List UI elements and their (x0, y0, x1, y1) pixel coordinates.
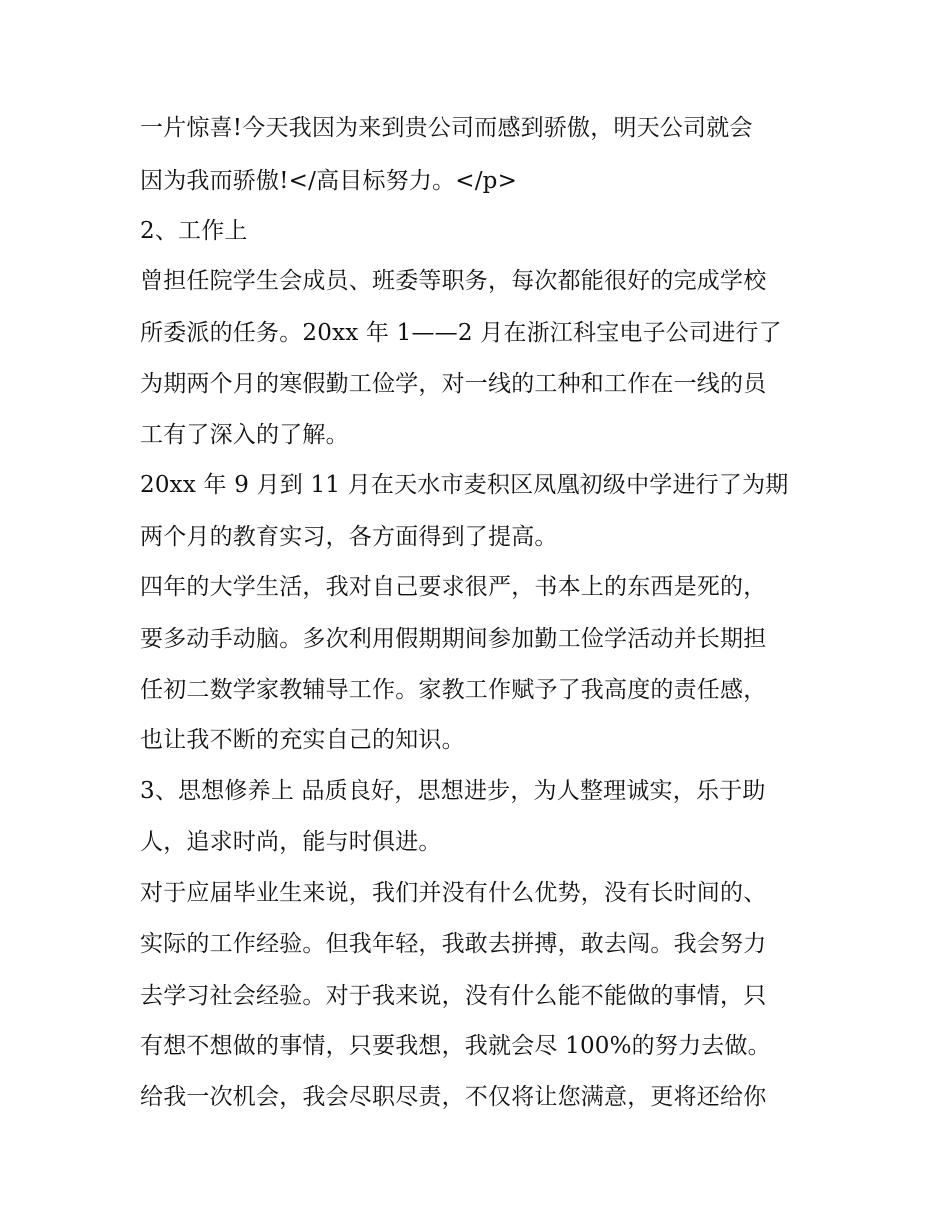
text-line: 也让我不断的充实自己的知识。 (140, 727, 465, 753)
text-line: 任初二数学家教辅导工作。家教工作赋予了我高度的责任感， (140, 677, 767, 703)
text-line: 要多动手动脑。多次利用假期期间参加勤工俭学活动并长期担 (140, 626, 767, 652)
text-line: 实际的工作经验。但我年轻，我敢去拼搏，敢去闯。我会努力 (140, 931, 767, 957)
text-line: 四年的大学生活，我对自己要求很严，书本上的东西是死的， (140, 574, 767, 600)
text-line: 曾担任院学生会成员、班委等职务，每次都能很好的完成学校 (140, 268, 767, 294)
text-line: 20xx 年 9 月到 11 月在天水市麦积区凤凰初级中学进行了为期 (140, 472, 789, 498)
text-line: 有想不想做的事情，只要我想，我就会尽 100%的努力去做。 (140, 1033, 771, 1059)
text-line: 去学习社会经验。对于我来说，没有什么能不能做的事情，只 (140, 983, 767, 1009)
text-line: 工有了深入的了解。 (140, 422, 349, 448)
text-line: 两个月的教育实习，各方面得到了提高。 (140, 524, 558, 550)
text-line: 为期两个月的寒假勤工俭学，对一线的工种和工作在一线的员 (140, 371, 767, 397)
text-line: 因为我而骄傲!</高目标努力。</p> (140, 168, 518, 194)
text-line: 对于应届毕业生来说，我们并没有什么优势，没有长时间的、 (140, 880, 767, 906)
text-line: 给我一次机会，我会尽职尽责，不仅将让您满意，更将还给你 (140, 1084, 767, 1110)
section-heading: 2、工作上 (140, 218, 248, 244)
text-line: 所委派的任务。20xx 年 1——2 月在浙江科宝电子公司进行了 (140, 320, 782, 346)
text-line: 一片惊喜!今天我因为来到贵公司而感到骄傲，明天公司就会 (140, 115, 753, 141)
text-line: 人，追求时尚，能与时俱进。 (140, 829, 442, 855)
section-heading: 3、思想修养上 品质良好，思想进步，为人整理诚实，乐于助 (140, 778, 766, 804)
